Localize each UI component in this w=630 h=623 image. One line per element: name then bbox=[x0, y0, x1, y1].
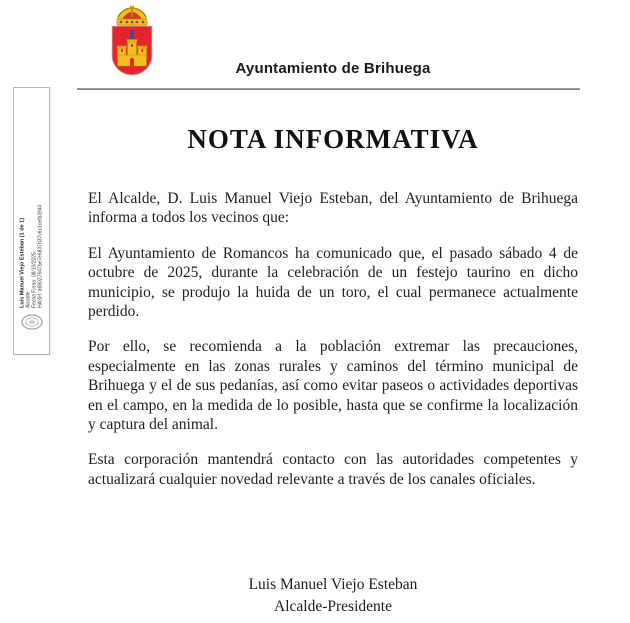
signature-name: Luis Manuel Viejo Esteban bbox=[248, 576, 418, 593]
paragraph-recommendations: Por ello, se recomienda a la población extremar las precauciones, especialmente en las zonas rurales y caminos del término municipal de Brihuega y el de sus pedanías, así como evitar paseos o actividades deportivas en el campo, en la medida de lo posible, hasta que se confirme la localización y captura del animal. bbox=[88, 338, 578, 434]
stamp-signer-name: Luis Manuel Viejo Esteban (1 de 1) bbox=[19, 217, 25, 308]
signature-stamp-text bbox=[19, 184, 44, 308]
official-seal-icon bbox=[21, 314, 43, 330]
organization-name: Ayuntamiento de Brihuega bbox=[235, 60, 431, 77]
statue-figure-icon bbox=[130, 30, 134, 39]
paragraph-followup: Esta corporación mantendrá contacto con las autoridades competentes y actualizará cualquier novedad relevante a través de los canales oficiales. bbox=[88, 451, 578, 488]
signature-role: Alcalde-Presidente bbox=[274, 598, 392, 615]
stamp-signature-date: Fecha Firma: 08/10/2025 bbox=[31, 252, 37, 308]
document-body bbox=[88, 189, 578, 505]
stamp-hash: HASH: a68027647be7e6837b37c6c1cefb3940 bbox=[37, 204, 43, 308]
paragraph-intro: El Alcalde, D. Luis Manuel Viejo Esteban, del Ayuntamiento de Brihuega informa a todos los vecinos que: bbox=[88, 190, 578, 227]
document-title: NOTA INFORMATIVA bbox=[187, 124, 479, 154]
paragraph-incident: El Ayuntamiento de Romancos ha comunicado que, el pasado sábado 4 de octubre de 2025, durante la celebración de un festejo taurino en dicho municipio, se produjo la huida de un toro, el cual permanece actualmente perdido. bbox=[88, 244, 578, 321]
stamp-signer-position: Alcalde bbox=[25, 291, 31, 308]
crown-icon bbox=[117, 6, 147, 25]
digital-signature-stamp bbox=[13, 87, 50, 355]
header-divider bbox=[77, 88, 580, 90]
signature-block bbox=[88, 574, 578, 618]
